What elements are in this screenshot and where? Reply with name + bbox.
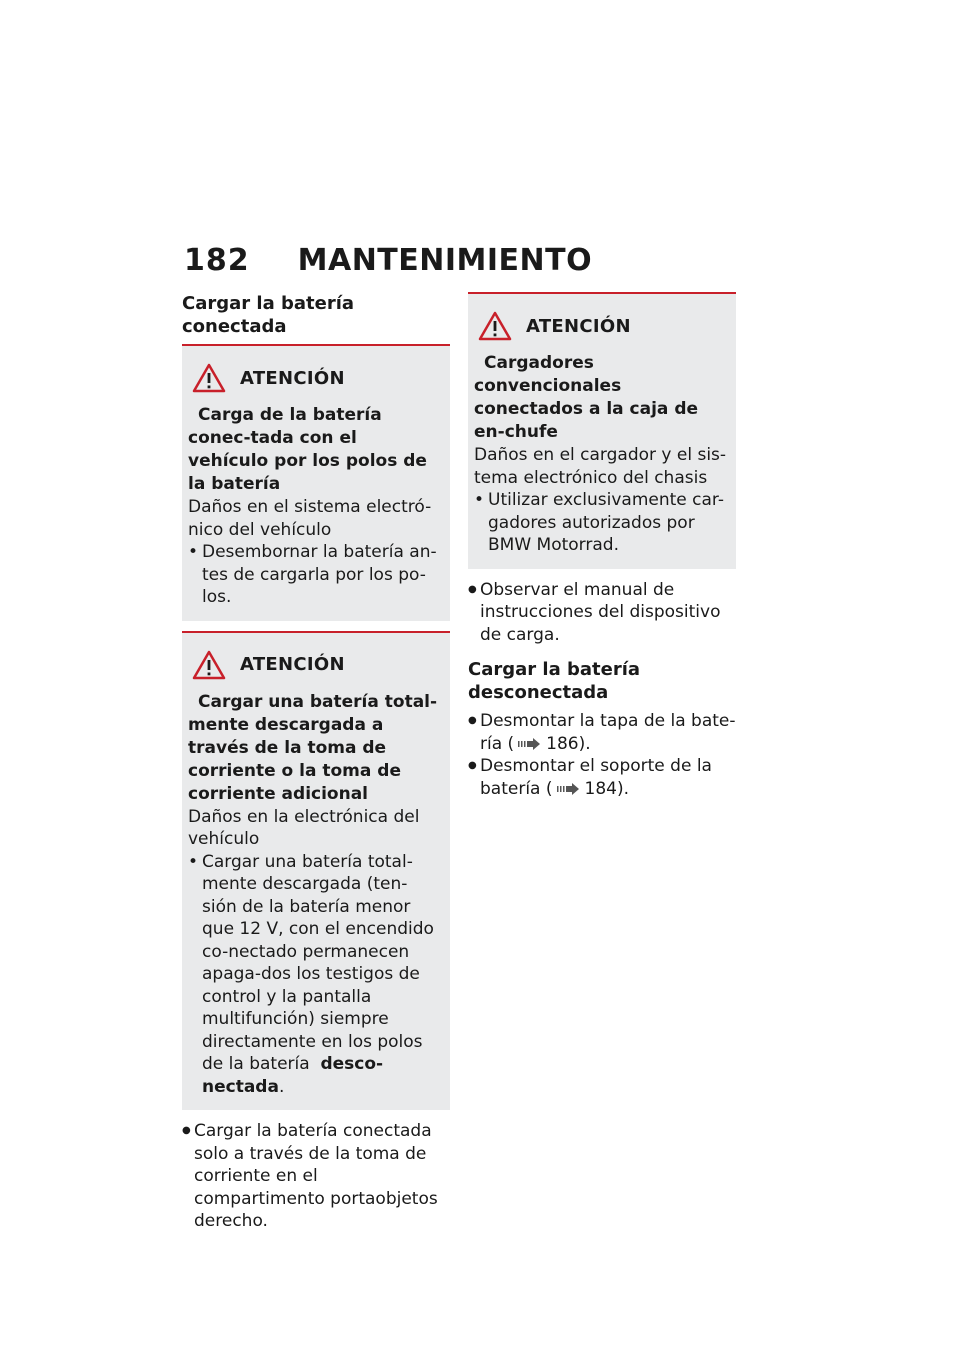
instruction-list-right-2: [468, 710, 736, 800]
warning-title-text: Cargar una batería total-mente descargada a través de la toma de corriente o la toma de corriente adicional: [188, 691, 438, 804]
warning-text: Daños en el cargador y el sis-tema electrónico del chasis: [474, 445, 727, 488]
warning-title-text: Cargadores convencionales conectados a la caja de en-chufe: [474, 353, 699, 442]
warning-label: ATENCIÓN: [526, 315, 631, 337]
warning-title: [474, 352, 728, 444]
instruction-list-right-1: [468, 579, 736, 647]
warning-list-item-end: .: [278, 1076, 285, 1097]
warning-header: [188, 645, 442, 685]
page-reference[interactable]: 184: [584, 778, 617, 799]
warning-list-item-text: Cargar una batería total-mente descargada (ten-sión de la batería menor que 12 V, con el encendido co-nectado permanecen apaga-dos los testigos de control y la pantalla multifunción) siempre directamente en los polos de la batería: [202, 851, 434, 1074]
warning-list: [188, 851, 442, 1099]
warning-box-2: [182, 631, 450, 1111]
warning-triangle-icon: [192, 650, 226, 680]
page-reference-arrow-icon: [518, 738, 542, 750]
list-item: ● Observar el manual de instrucciones del dispositivo de carga.: [468, 579, 736, 647]
warning-text: Daños en el sistema electró-nico del vehículo: [188, 497, 432, 540]
instruction-list-left: [182, 1120, 450, 1233]
chapter-title: MANTENIMIENTO: [297, 242, 593, 278]
warning-list-item-bold: desco-nectada: [202, 1054, 384, 1097]
page-reference-arrow-icon: [557, 783, 581, 795]
warning-triangle-icon: [478, 311, 512, 341]
list-item-end: ).: [578, 733, 591, 754]
list-item-end: ).: [616, 778, 629, 799]
page-number: 182: [184, 242, 250, 278]
warning-text: Daños en la electrónica del vehículo: [188, 806, 420, 849]
list-item: ● Cargar la batería conectada solo a través de la toma de corriente en el compartimento portaobjetos derecho.: [182, 1120, 450, 1233]
warning-list: [188, 541, 442, 609]
warning-header: [188, 358, 442, 398]
right-column: [468, 292, 736, 800]
warning-box-1: [182, 344, 450, 621]
page-header: [184, 240, 592, 280]
section-heading-disconnected: Cargar la batería desconectada: [468, 659, 641, 703]
list-item-text: Desmontar el soporte de la batería (: [480, 756, 712, 799]
warning-list-item: [188, 851, 442, 1099]
warning-title-text: Carga de la batería conec-tada con el vehículo por los polos de la batería: [188, 405, 427, 494]
list-item: [468, 755, 736, 800]
warning-box-3: [468, 292, 736, 569]
warning-header: [474, 306, 728, 346]
warning-list-item: • Utilizar exclusivamente car-gadores autorizados por BMW Motorrad.: [474, 489, 728, 557]
section-heading-connected: Cargar la batería conectada: [182, 293, 355, 337]
warning-triangle-icon: [192, 363, 226, 393]
warning-list-item: • Desembornar la batería an-tes de cargarla por los po-los.: [188, 541, 442, 609]
page-reference[interactable]: 186: [546, 733, 579, 754]
list-item-text: Desmontar la tapa de la bate-ría (: [480, 711, 736, 754]
warning-label: ATENCIÓN: [240, 367, 345, 389]
warning-label: ATENCIÓN: [240, 654, 345, 675]
warning-title: [188, 404, 442, 496]
left-column: [182, 292, 450, 1233]
warning-list: [474, 489, 728, 557]
list-item: [468, 710, 736, 755]
warning-title: [188, 691, 442, 806]
